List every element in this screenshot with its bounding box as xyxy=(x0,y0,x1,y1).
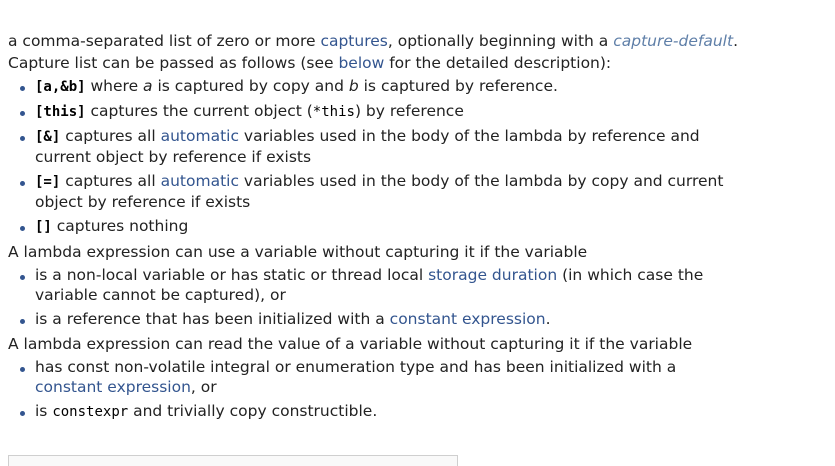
paragraph: A lambda expression can use a variable without capturing it if the variable xyxy=(8,243,588,261)
automatic-link[interactable]: automatic xyxy=(160,127,239,145)
intro-line-1 xyxy=(8,30,828,52)
list-item-text: captures all xyxy=(60,127,161,145)
below-link[interactable]: below xyxy=(338,54,385,72)
document-body xyxy=(8,30,828,426)
intro-line-2 xyxy=(8,52,828,74)
list-item xyxy=(8,126,828,167)
intro-text: for the detailed description): xyxy=(384,54,612,72)
list-item xyxy=(8,401,828,422)
list-item xyxy=(8,216,828,237)
storage-duration-link[interactable]: storage duration xyxy=(428,266,558,284)
list-item xyxy=(8,357,828,397)
capture-free-read-list xyxy=(8,357,828,422)
bullet-icon xyxy=(20,181,25,186)
this-keyword-link[interactable]: *this xyxy=(312,104,355,120)
capture-free-use-list xyxy=(8,265,828,329)
list-item-text: captures the current object ( xyxy=(85,102,313,120)
list-item-text: variable cannot be captured), or xyxy=(35,286,286,304)
constant-expression-link[interactable]: constant expression xyxy=(35,378,191,396)
list-item-text: ) by reference xyxy=(354,102,464,120)
intro-text: a comma-separated list of zero or more xyxy=(8,32,321,50)
list-item xyxy=(8,101,828,122)
list-item-text: is xyxy=(35,402,53,420)
variable-name: b xyxy=(348,77,359,95)
list-item-text: and trivially copy constructible. xyxy=(128,402,378,420)
intro-text: . xyxy=(733,32,738,50)
code-snippet: [=] xyxy=(35,174,61,190)
constexpr-keyword: constexpr xyxy=(52,404,129,420)
list-item xyxy=(8,265,828,305)
list-item-text: is a non-local variable or has static or thread local xyxy=(35,266,429,284)
list-item xyxy=(8,171,828,212)
list-item-text: captures all xyxy=(60,172,161,190)
automatic-link[interactable]: automatic xyxy=(160,172,239,190)
list-item-text: current object by reference if exists xyxy=(35,148,312,166)
list-item-text: object by reference if exists xyxy=(35,193,251,211)
bullet-icon xyxy=(20,226,25,231)
bullet-icon xyxy=(20,367,25,372)
list-item-text: , or xyxy=(190,378,217,396)
list-item-text: is captured by reference. xyxy=(358,77,558,95)
list-item-text: captures nothing xyxy=(51,217,189,235)
list-item xyxy=(8,76,828,97)
bullet-icon xyxy=(20,86,25,91)
bullet-icon xyxy=(20,111,25,116)
constant-expression-link[interactable]: constant expression xyxy=(389,310,546,328)
bullet-icon xyxy=(20,275,25,280)
list-item-text: variables used in the body of the lambda by copy and current xyxy=(238,172,724,190)
list-item-text: where xyxy=(85,77,144,95)
list-item-text: . xyxy=(545,310,551,328)
variable-name: a xyxy=(143,77,153,95)
capture-list xyxy=(8,76,828,237)
list-item-text: (in which case the xyxy=(557,266,704,284)
bullet-icon xyxy=(20,136,25,141)
list-item xyxy=(8,309,828,329)
code-snippet: [a,&b] xyxy=(35,79,86,95)
capture-default-link[interactable]: capture-default xyxy=(613,32,734,50)
bullet-icon xyxy=(20,411,25,416)
list-item-text: has const non-volatile integral or enumeration type and has been initialized with a xyxy=(35,358,677,376)
captures-link[interactable]: captures xyxy=(320,32,388,50)
intro-text: Capture list can be passed as follows (see xyxy=(8,54,339,72)
code-snippet: [this] xyxy=(35,104,86,120)
bullet-icon xyxy=(20,319,25,324)
paragraph: A lambda expression can read the value of a variable without capturing it if the variable xyxy=(8,335,693,353)
list-item-text: variables used in the body of the lambda by reference and xyxy=(238,127,700,145)
code-snippet: [&] xyxy=(35,129,61,145)
intro-text: , optionally beginning with a xyxy=(387,32,614,50)
list-item-text: is a reference that has been initialized with a xyxy=(35,310,390,328)
code-snippet: [] xyxy=(35,219,52,235)
list-item-text: is captured by copy and xyxy=(152,77,349,95)
